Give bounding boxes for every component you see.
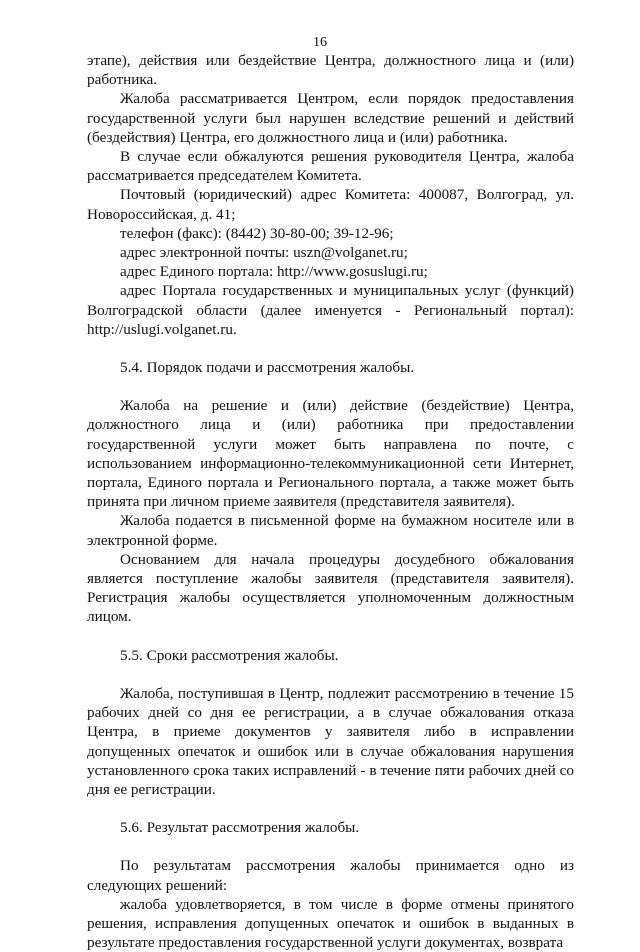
page-number: 16 <box>313 35 327 50</box>
paragraph: адрес Портала государственных и муниципальных услуг (функций) Волгоградской области (далее именуется - Региональный портал): http://uslugi.volganet.ru. <box>87 282 574 338</box>
paragraph: адрес электронной почты: uszn@volganet.ru; <box>120 244 408 262</box>
paragraph: адрес Единого портала: http://www.gosuslugi.ru; <box>120 263 428 281</box>
paragraph: жалоба удовлетворяется, в том числе в форме отмены принятого решения, исправления допущенных опечаток и ошибок в выданных в результате предоставления государственной услуги документах, возврата <box>87 895 574 952</box>
paragraph: Жалоба на решение и (или) действие (бездействие) Центра, должностного лица и (или) работника при предоставлении государственной услуги может быть направлена по почте, с использованием информационно-телекоммуникационной сети Интернет, портала, Единого портала и Регионального портала, а также может быть принята при личном приеме заявителя (представителя заявителя). <box>87 397 574 511</box>
paragraph: Почтовый (юридический) адрес Комитета: 400087, Волгоград, ул. Новороссийская, д. 41; <box>87 186 574 223</box>
paragraph: Жалоба рассматривается Центром, если порядок предоставления государственной услуги был нарушен вследствие решений и действий (бездействия) Центра, его должностного лица и (или) работника. <box>87 90 574 146</box>
section-heading-5-6: 5.6. Результат рассмотрения жалобы. <box>120 819 360 837</box>
paragraph: Жалоба подается в письменной форме на бумажном носителе или в электронной форме. <box>87 512 574 549</box>
document-body <box>87 51 574 952</box>
section-heading-5-5: 5.5. Сроки рассмотрения жалобы. <box>120 646 339 664</box>
paragraph: По результатам рассмотрения жалобы принимается одно из следующих решений: <box>87 857 574 894</box>
paragraph: Основанием для начала процедуры досудебного обжалования является поступление жалобы заявителя (представителя заявителя). Регистрация жалобы осуществляется уполномоченным должностным лицом. <box>87 550 574 626</box>
paragraph: В случае если обжалуются решения руководителя Центра, жалоба рассматривается председателем Комитета. <box>87 148 574 185</box>
paragraph: этапе), действия или бездействие Центра, должностного лица и (или) работника. <box>87 52 574 89</box>
section-heading-5-4: 5.4. Порядок подачи и рассмотрения жалобы. <box>120 359 415 377</box>
paragraph: телефон (факс): (8442) 30-80-00; 39-12-96; <box>120 224 394 242</box>
paragraph: Жалоба, поступившая в Центр, подлежит рассмотрению в течение 15 рабочих дней со дня ее регистрации, а в случае обжалования отказа Центра, в приеме документов у заявителя либо в исправлении допущенных опечаток и ошибок или в случае обжалования нарушения установленного срока таких исправлений - в течение пяти рабочих дней со дня ее регистрации. <box>87 684 574 798</box>
